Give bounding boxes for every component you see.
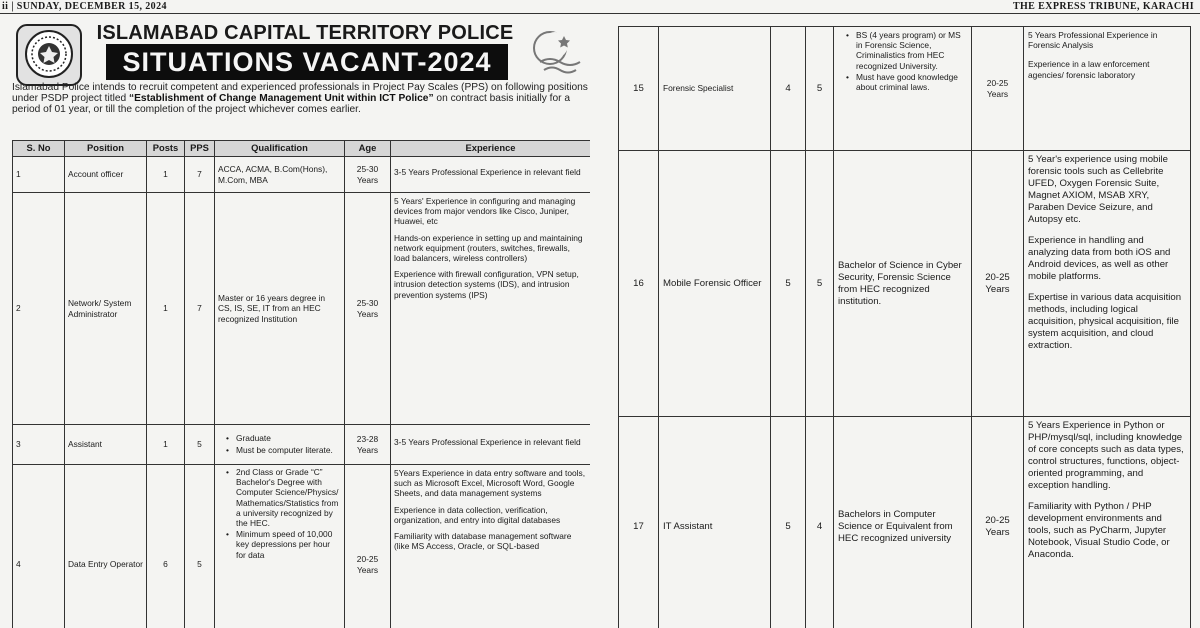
col-sno: S. No — [13, 141, 65, 157]
header-rule — [0, 13, 1200, 14]
table-row: 2 Network/ System Administrator 1 7 Master or 16 years degree in CS, IS, SE, IT from an HEC recognized Institution 25-30 Years 5 Years' Experience in configuring and managing devices from major vendors like Cisco, Juniper, Huawei, etc Hands-on experience in setting up and maintaining network equipment (routers, switches, firewalls, load balancers, wireless controllers) Experience with firewall configuration, VPN setup, intrusion detection systems (IDS), and intrusion prevention systems (IPS) — [13, 193, 591, 425]
advert-left-column — [10, 18, 590, 628]
newspaper-header — [0, 0, 1200, 14]
advert-right-column — [618, 26, 1194, 628]
pakistan-emblem-icon — [530, 28, 590, 76]
ad-title-banner: SITUATIONS VACANT-2024 — [106, 44, 508, 80]
project-title: “Establishment of Change Management Unit within ICT Police” — [129, 93, 434, 105]
col-position: Position — [65, 141, 147, 157]
col-age: Age — [345, 141, 391, 157]
table-row: 16 Mobile Forensic Officer 5 5 Bachelor of Science in Cyber Security, Forensic Science from HEC recognized institution. 20-25 Years 5 Year's experience using mobile forensic tools such as Cellebrite UFED, Oxygen Forensic Suite, Magnet AXIOM, MSAB XRY, Paraben Device Seizure, and Autopsy etc. Experience in handling and analyzing data from both iOS and Android devices, as well as other mobile platforms. Expertise in various data acquisition methods, including logical acquisition, physical acquisition, file system acquisition, and cloud extraction. — [619, 151, 1191, 417]
col-pps: PPS — [185, 141, 215, 157]
vacancies-table-right — [618, 26, 1191, 628]
table-header-row — [13, 141, 591, 157]
ad-title-organisation: ISLAMABAD CAPITAL TERRITORY POLICE — [96, 22, 514, 44]
qualification-list: • BS (4 years program) or MS in Forensic Science, Criminalistics from HEC recognized University. • Must have good knowledge about criminal laws. — [838, 30, 967, 92]
table-row: 4 Data Entry Operator 6 5 • 2nd Class or Grade “C” Bachelor's Degree with Computer Science/Physics/ Mathematics/Statistics from a university recognized by the HEC. • Minimum speed of 10,000 key depressions per hour for data 20-25 Years 5Years Experience in data entry software and tools, such as Microsoft Excel, Microsoft Word, Google Sheets, and data management systems Experience in data collection, verification, organization, and entry into digital databases Familiarity with database management software (like MS Access, Oracle, or SQL-based — [13, 465, 591, 628]
qualification-list: • Graduate • Must be computer literate. — [218, 433, 341, 454]
table-row: 1 Account officer 1 7 ACCA, ACMA, B.Com(Hons), M.Com, MBA 25-30 Years 3-5 Years Professional Experience in relevant field — [13, 157, 591, 193]
vacancies-table-left — [12, 140, 590, 628]
col-qualification: Qualification — [215, 141, 345, 157]
table-row: 17 IT Assistant 5 4 Bachelors in Computer Science or Equivalent from HEC recognized university 20-25 Years 5 Years Experience in Python or PHP/mysql/sql, including knowledge of core concepts such as data types, control structures, functions, object-oriented programming, and exception handling. Familiarity with Python / PHP development environments and tools, such as PyCharm, Jupyter Notebook, Visual Studio Code, or Anaconda. — [619, 417, 1191, 628]
header-date: ii | SUNDAY, DECEMBER 15, 2024 — [2, 1, 167, 12]
ad-intro-text: Islamabad Police intends to recruit competent and experienced professionals in Project Pay Scales (PPS) on following positions under PSDP project titled “Establishment of Change Management Unit within ICT Police” on contract basis initially for a period of 01 year, or till the completion of the project whichever comes earlier. — [12, 82, 588, 116]
col-experience: Experience — [391, 141, 591, 157]
qualification-list: • 2nd Class or Grade “C” Bachelor's Degree with Computer Science/Physics/ Mathematics/Statistics from a university recognized by the HEC. • Minimum speed of 10,000 key depressions per hour for data — [218, 467, 341, 560]
table-row: 3 Assistant 1 5 • Graduate • Must be computer literate. 23-28 Years 3-5 Years Professional Experience in relevant field — [13, 425, 591, 465]
table-row: 15 Forensic Specialist 4 5 • BS (4 years program) or MS in Forensic Science, Criminalistics from HEC recognized University. • Must have good knowledge about criminal laws. 20-25 Years 5 Years Professional Experience in Forensic Analysis Experience in a law enforcement agencies/ forensic laboratory — [619, 27, 1191, 151]
police-badge-icon — [16, 24, 82, 86]
header-paper-name: THE EXPRESS TRIBUNE, KARACHI — [1012, 1, 1194, 12]
col-posts: Posts — [147, 141, 185, 157]
